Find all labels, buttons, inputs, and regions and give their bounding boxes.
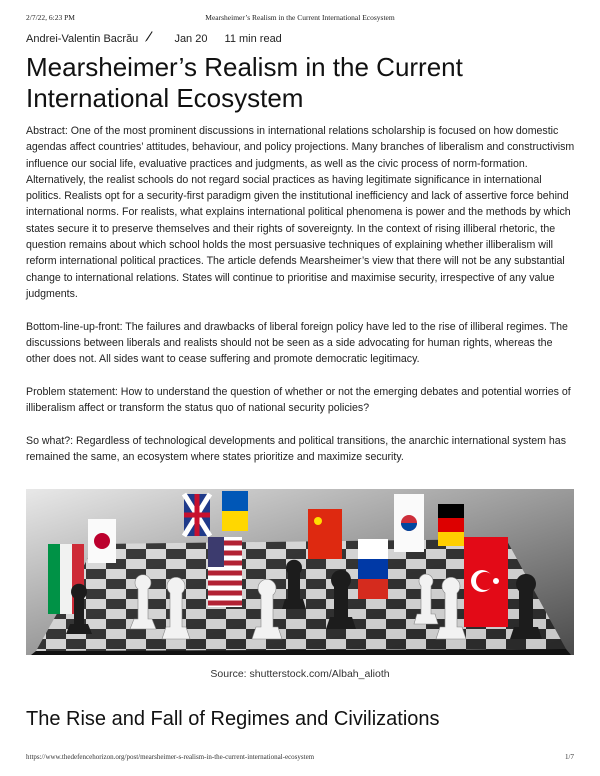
image-caption: Source: shutterstock.com/Albah_alioth <box>210 668 390 680</box>
page-number: 1/7 <box>565 753 574 761</box>
flag-usa-icon <box>208 537 242 607</box>
author-name[interactable]: Andrei-Valentin Bacrău <box>26 33 139 45</box>
flag-china-icon <box>308 509 342 559</box>
read-time: 11 min read <box>224 33 282 45</box>
publish-date: Jan 20 <box>174 33 208 45</box>
flag-russia-icon <box>358 539 388 599</box>
flag-ukraine-icon <box>222 491 248 531</box>
problem-statement-paragraph: Problem statement: How to understand the question of whether or not the emerging debates and potential worries of illiberalism affect or transform the status quo of national security policies? <box>26 385 571 415</box>
print-datetime: 2/7/22, 6:23 PM <box>26 13 75 22</box>
flag-turkey-icon <box>464 537 508 627</box>
article-meta <box>26 31 296 45</box>
flag-uk-icon <box>184 494 210 536</box>
article-title: Mearsheimer’s Realism in the Current International Ecosystem <box>26 52 463 113</box>
article-body <box>26 123 578 482</box>
print-url: https://www.thedefencehorizon.org/post/mearsheimer-s-realism-in-the-current-international-ecosystem <box>26 753 315 761</box>
quill-pen-icon <box>145 33 156 45</box>
print-page-title: Mearsheimer’s Realism in the Current International Ecosystem <box>205 13 395 22</box>
abstract-paragraph: Abstract: One of the most prominent discussions in international relations scholarship is focused on how domestic agendas affect countries’ attitudes, behaviour, and policy projections. Many branches of liberalism and constructivism influence our social life, evaluative practices and judgments, as well as the civic process of norm-formation. Alternatively, the realist schools do not regard social practices as having legitimate significance in international politics. Realists opt for a security-first paradigm given the institutional inefficiency and lack of assertive force behind international norms. For realists, what explains international political phenomena is power and the methods by which states secure it to preserve themselves and their rights of sovereignty. In the context of rising illiberal rhetoric, the question remains about which school holds the most persuasive techniques of explaining whether illiberalism will reform international political practices. The article defends Mearsheimer’s view that there will not be any substantial change to international relations. States will continue to prioritise and maximise security, irrespective of any value judgments. <box>26 125 575 300</box>
article-image-chessboard-flags <box>26 489 574 655</box>
section-heading: The Rise and Fall of Regimes and Civilizations <box>26 708 440 730</box>
flag-japan-icon <box>88 519 116 563</box>
flag-south-korea-icon <box>394 494 424 552</box>
flag-germany-icon <box>438 504 464 546</box>
so-what-paragraph: So what?: Regardless of technological developments and political transitions, the anarchic international system has remained the same, an ecosystem where states prioritize and maximize security. <box>26 434 566 463</box>
bluf-paragraph: Bottom-line-up-front: The failures and drawbacks of liberal foreign policy have led to the rise of illiberal regimes. The discussions between liberals and realists should not be seen as a side advocating for human rights, whereas the other does not. All sides want to cease suffering and promote democratic legitimacy. <box>26 320 568 366</box>
